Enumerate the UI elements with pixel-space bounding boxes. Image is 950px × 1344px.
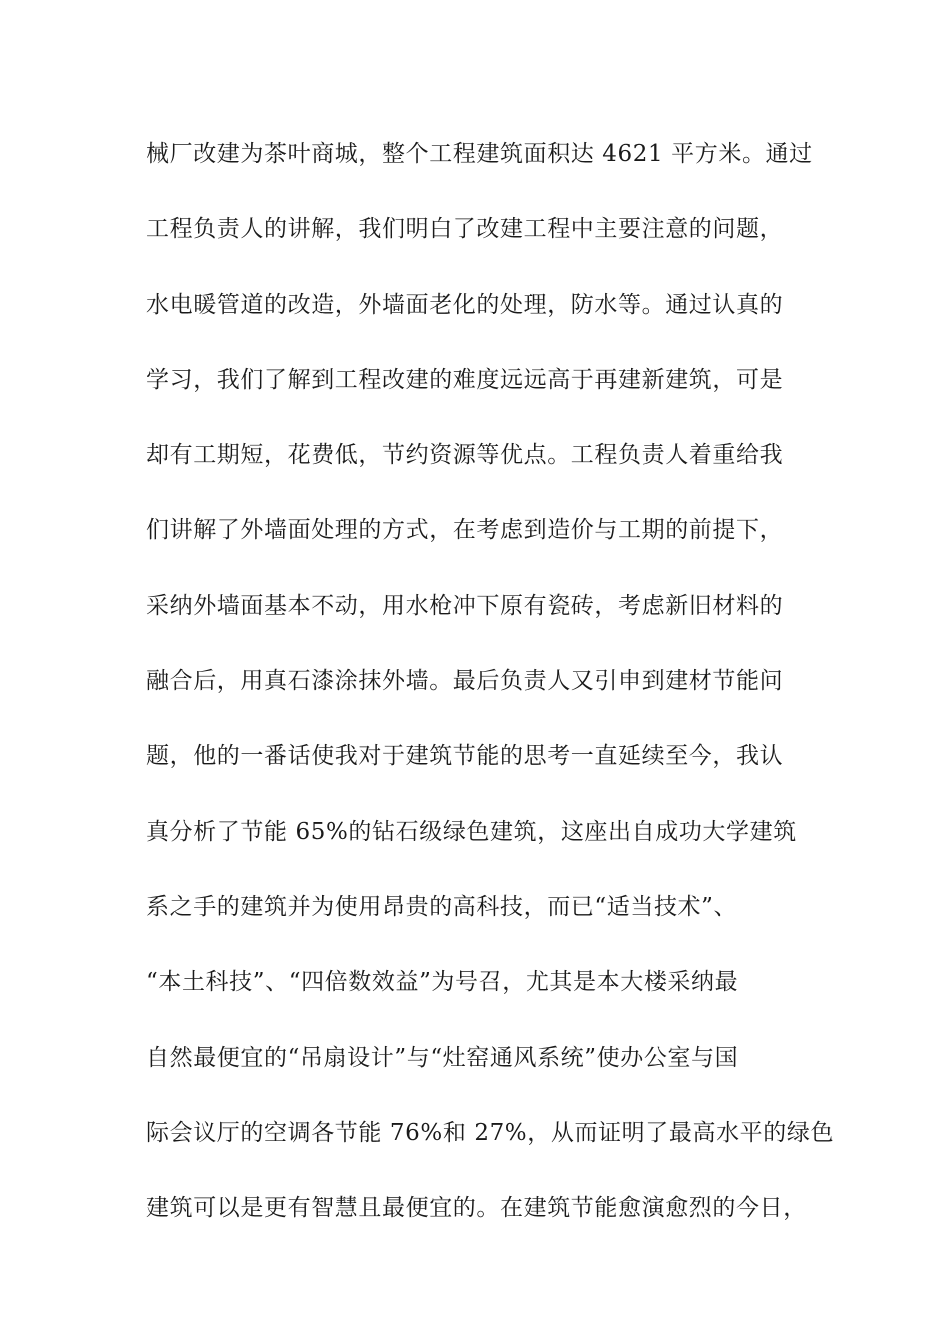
text-line: 题，他的一番话使我对于建筑节能的思考一直延续至今，我认	[146, 743, 784, 770]
text-line: 水电暖管道的改造，外墙面老化的处理，防水等。通过认真的	[146, 291, 784, 318]
text-line: “本土科技”、“四倍数效益”为号召，尤其是本大楼采纳最	[146, 969, 739, 996]
text-line: 真分析了节能 65%的钻石级绿色建筑，这座出自成功大学建筑	[146, 818, 797, 845]
text-line: 采纳外墙面基本不动，用水枪冲下原有瓷砖，考虑新旧材料的	[146, 592, 784, 619]
text-line: 们讲解了外墙面处理的方式，在考虑到造价与工期的前提下，	[146, 517, 784, 544]
text-line: 械厂改建为茶叶商城，整个工程建筑面积达 4621 平方米。通过	[146, 141, 813, 167]
text-line: 工程负责人的讲解，我们明白了改建工程中主要注意的问题，	[146, 216, 784, 243]
text-line: 学习，我们了解到工程改建的难度远远高于再建新建筑，可是	[146, 366, 784, 393]
text-line: 系之手的建筑并为使用昂贵的高科技，而已“适当技术”、	[146, 893, 738, 920]
text-line: 建筑可以是更有智慧且最便宜的。在建筑节能愈演愈烈的今日，	[146, 1195, 807, 1222]
body-text	[146, 128, 835, 1257]
text-line: 却有工期短，花费低，节约资源等优点。工程负责人着重给我	[146, 442, 784, 469]
text-line: 自然最便宜的“吊扇设计”与“灶窑通风系统”使办公室与国	[146, 1044, 739, 1071]
text-line: 际会议厅的空调各节能 76%和 27%，从而证明了最高水平的绿色	[146, 1119, 835, 1146]
text-line: 融合后，用真石漆涂抹外墙。最后负责人又引申到建材节能问	[146, 668, 784, 695]
